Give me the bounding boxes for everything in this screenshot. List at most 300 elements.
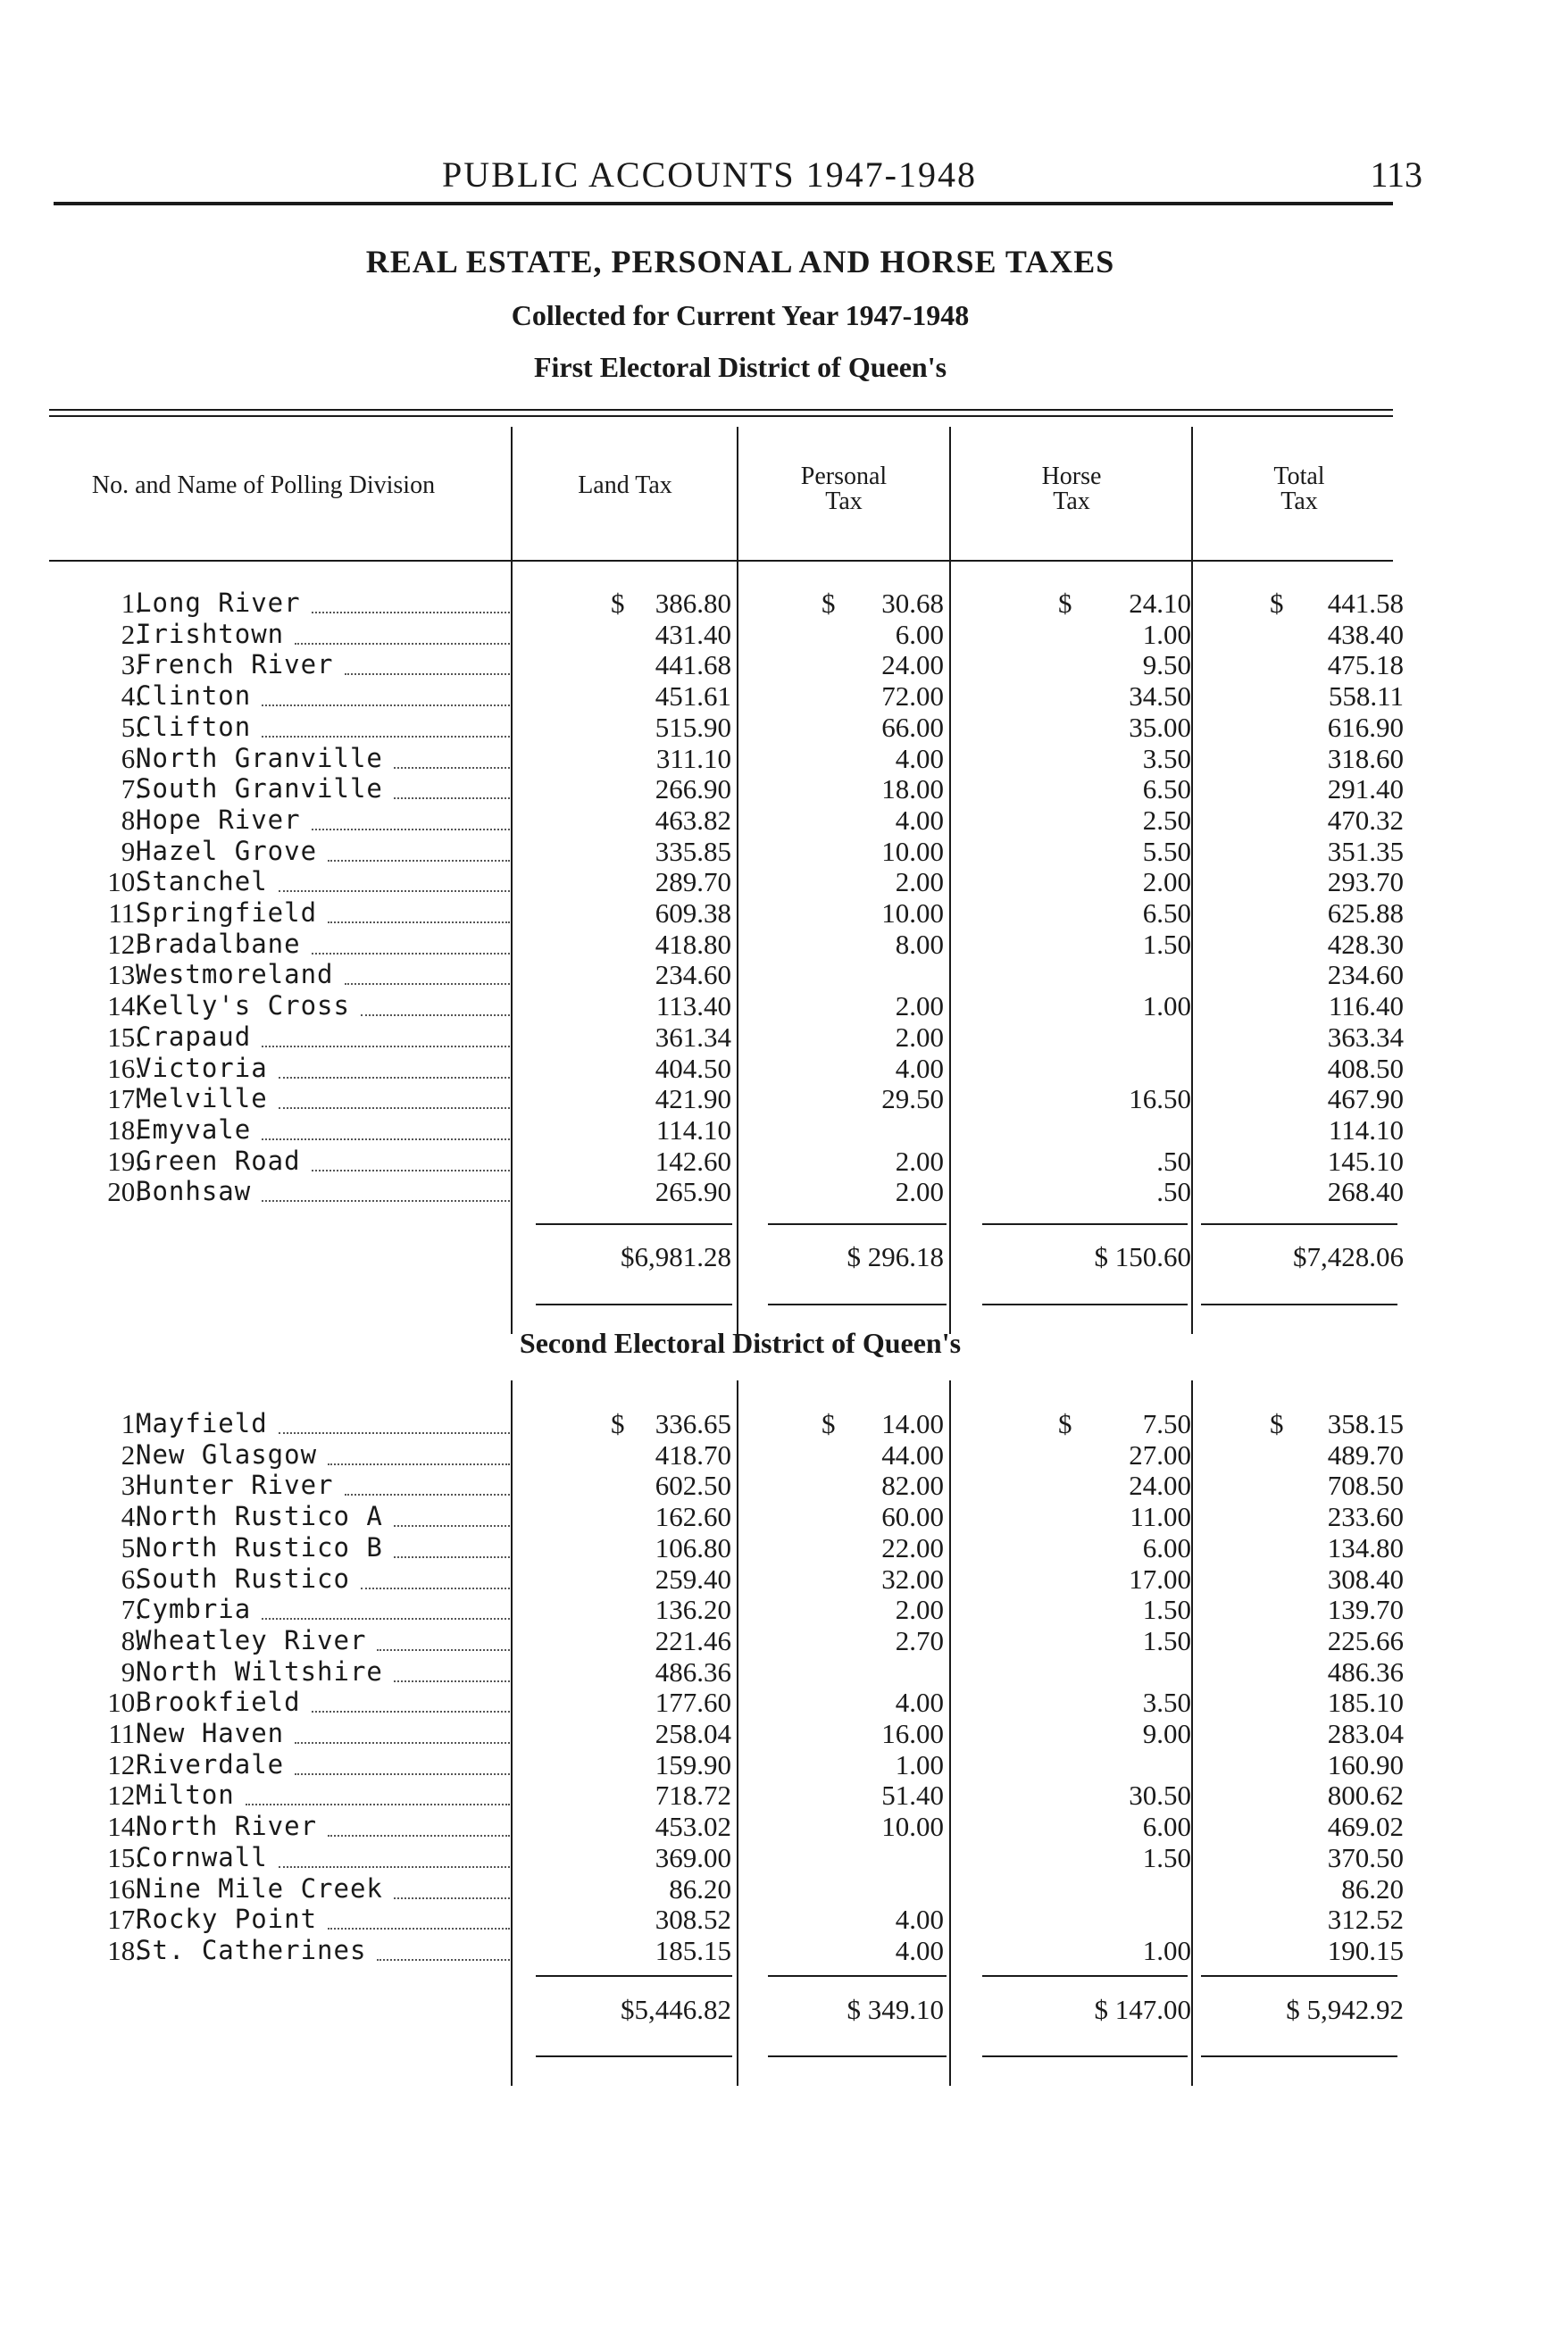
personal-tax-cell: 2.00 xyxy=(895,990,944,1022)
personal-tax-cell: 72.00 xyxy=(881,680,944,713)
total-tax-cell: 358.15 xyxy=(1327,1408,1404,1439)
total-tax-cell: 225.66 xyxy=(1327,1624,1404,1656)
division-number: 7. xyxy=(121,773,142,805)
total-tax-cell: 800.62 xyxy=(1327,1780,1404,1812)
land-tax-cell: 335.85 xyxy=(655,835,731,867)
leader-dots xyxy=(279,1866,510,1868)
division-number: 1. xyxy=(121,588,142,619)
table-row xyxy=(0,1780,1568,1811)
personal-tax-cell: 2.00 xyxy=(895,1594,944,1626)
table-row xyxy=(0,1408,1568,1439)
table-row xyxy=(0,1439,1568,1471)
table-row xyxy=(0,990,1568,1021)
leader-dots xyxy=(312,953,510,955)
total-rule xyxy=(536,2055,732,2057)
column-header-land: Land Tax xyxy=(578,471,672,499)
division-name: Hunter River xyxy=(136,1470,334,1501)
division-number: 9. xyxy=(121,1655,142,1688)
table-row xyxy=(0,680,1568,712)
dollar-sign: $ xyxy=(611,1408,625,1439)
leader-dots xyxy=(328,1463,510,1465)
total-rule xyxy=(982,1304,1188,1305)
running-title: PUBLIC ACCOUNTS 1947-1948 xyxy=(442,154,977,195)
total-tax-cell: 291.40 xyxy=(1327,773,1404,805)
leader-dots xyxy=(262,704,510,706)
leader-dots xyxy=(345,673,510,675)
total-tax-cell: 486.36 xyxy=(1327,1655,1404,1688)
leader-dots xyxy=(279,1107,510,1109)
division-name: Kelly's Cross xyxy=(136,990,350,1021)
division-name: Rocky Point xyxy=(136,1904,318,1935)
division-number: 14. xyxy=(107,990,142,1022)
division-name: Victoria xyxy=(136,1052,268,1083)
division-name: Milton xyxy=(136,1780,235,1811)
division-name: Hazel Grove xyxy=(136,835,318,866)
horse-tax-cell: 2.00 xyxy=(1142,866,1191,898)
column-header-total xyxy=(1197,464,1402,514)
land-tax-cell: 162.60 xyxy=(655,1501,731,1533)
land-tax-cell: 142.60 xyxy=(655,1145,731,1177)
leader-dots xyxy=(328,1928,510,1930)
total-tax-cell: 489.70 xyxy=(1327,1438,1404,1471)
total-tax-cell: 293.70 xyxy=(1327,866,1404,898)
personal-total-cell: $ 349.10 xyxy=(847,1994,944,2025)
division-name: New Haven xyxy=(136,1718,285,1748)
personal-tax-cell: 16.00 xyxy=(881,1718,944,1749)
leader-dots xyxy=(394,1897,510,1899)
page-subtitle: Collected for Current Year 1947-1948 xyxy=(511,299,970,331)
division-name: South Granville xyxy=(136,773,383,805)
total-tax-cell: 86.20 xyxy=(1341,1872,1404,1905)
division-name: Melville xyxy=(136,1083,268,1114)
total-tax-cell: 370.50 xyxy=(1327,1841,1404,1873)
division-number: 11. xyxy=(108,1718,142,1749)
subtotal-rule xyxy=(768,1975,947,1977)
table-row xyxy=(0,929,1568,960)
land-tax-cell: 159.90 xyxy=(655,1748,731,1780)
personal-tax-cell: 2.00 xyxy=(895,866,944,898)
horse-tax-cell: 1.50 xyxy=(1142,928,1191,960)
table-row xyxy=(0,1176,1568,1207)
total-tax-cell: 190.15 xyxy=(1327,1934,1404,1966)
table-row xyxy=(0,1718,1568,1749)
land-tax-cell: 259.40 xyxy=(655,1563,731,1595)
total-tax-cell: 308.40 xyxy=(1327,1563,1404,1595)
land-tax-cell: 136.20 xyxy=(655,1594,731,1626)
division-number: 12. xyxy=(107,1780,142,1812)
division-number: 17. xyxy=(107,1904,142,1936)
column-header-name: No. and Name of Polling Division xyxy=(91,471,436,499)
table-top-rule-2 xyxy=(49,415,1393,417)
personal-tax-cell: 2.70 xyxy=(895,1624,944,1656)
total-tax-cell: 145.10 xyxy=(1327,1145,1404,1177)
horse-tax-cell: 9.00 xyxy=(1142,1718,1191,1749)
table-row xyxy=(0,712,1568,743)
land-tax-cell: 609.38 xyxy=(655,897,731,929)
total-tax-cell: 438.40 xyxy=(1327,618,1404,650)
district-2-title: Second Electoral District of Queen's xyxy=(519,1327,962,1359)
totals-row xyxy=(0,1994,1568,2025)
division-number: 8. xyxy=(121,1624,142,1656)
column-header-personal xyxy=(741,464,947,514)
land-tax-cell: 234.60 xyxy=(655,959,731,991)
table-row xyxy=(0,1935,1568,1966)
land-tax-cell: 718.72 xyxy=(655,1780,731,1812)
horse-tax-cell: .50 xyxy=(1156,1145,1191,1177)
table-row xyxy=(0,1146,1568,1177)
table-row xyxy=(0,805,1568,836)
horse-tax-cell: 24.00 xyxy=(1129,1470,1191,1502)
leader-dots xyxy=(394,1525,510,1527)
district-1-title: First Electoral District of Queen's xyxy=(533,351,947,383)
horse-tax-cell: 1.00 xyxy=(1142,618,1191,650)
total-tax-cell: 616.90 xyxy=(1327,711,1404,743)
subtotal-rule xyxy=(536,1975,732,1977)
table-row xyxy=(0,866,1568,897)
personal-tax-cell: 4.00 xyxy=(895,742,944,774)
division-name: Nine Mile Creek xyxy=(136,1872,383,1904)
leader-dots xyxy=(328,1835,510,1837)
division-number: 15. xyxy=(107,1841,142,1873)
horse-tax-cell: 34.50 xyxy=(1129,680,1191,713)
table-row xyxy=(0,1625,1568,1656)
table-row xyxy=(0,1501,1568,1532)
land-tax-cell: 308.52 xyxy=(655,1904,731,1936)
total-tax-cell: 625.88 xyxy=(1327,897,1404,929)
personal-tax-cell: 82.00 xyxy=(881,1470,944,1502)
personal-tax-cell: 60.00 xyxy=(881,1501,944,1533)
column-header-horse xyxy=(955,464,1188,514)
column-header-row xyxy=(0,427,1568,561)
division-number: 18. xyxy=(107,1113,142,1146)
personal-tax-cell: 22.00 xyxy=(881,1531,944,1563)
horse-tax-cell: 30.50 xyxy=(1129,1780,1191,1812)
division-number: 17. xyxy=(107,1083,142,1115)
division-name: North River xyxy=(136,1811,318,1842)
land-tax-cell: 266.90 xyxy=(655,773,731,805)
division-number: 14. xyxy=(107,1811,142,1843)
leader-dots xyxy=(328,921,510,923)
total-rule xyxy=(1201,1304,1397,1305)
land-tax-cell: 258.04 xyxy=(655,1718,731,1749)
leader-dots xyxy=(394,1556,510,1558)
total-tax-cell: 114.10 xyxy=(1328,1113,1404,1146)
total-tax-cell: 467.90 xyxy=(1327,1083,1404,1115)
personal-tax-cell: 4.00 xyxy=(895,1052,944,1084)
total-rule xyxy=(768,1304,947,1305)
total-tax-cell: 312.52 xyxy=(1327,1904,1404,1936)
land-tax-cell: 113.40 xyxy=(655,990,731,1022)
total-tax-cell: 363.34 xyxy=(1327,1021,1404,1053)
leader-dots xyxy=(361,1588,510,1589)
division-number: 12. xyxy=(107,1748,142,1780)
horse-tax-cell: 6.00 xyxy=(1142,1811,1191,1843)
horse-tax-cell: 35.00 xyxy=(1129,711,1191,743)
leader-dots xyxy=(312,612,510,613)
division-number: 15. xyxy=(107,1021,142,1053)
division-number: 1. xyxy=(121,1408,142,1439)
page-number: 113 xyxy=(1370,154,1422,195)
division-number: 6. xyxy=(121,742,142,774)
personal-tax-cell: 30.68 xyxy=(881,588,944,619)
personal-tax-cell: 44.00 xyxy=(881,1438,944,1471)
division-name: Clinton xyxy=(136,680,252,712)
leader-dots xyxy=(295,1742,510,1744)
leader-dots xyxy=(262,1200,510,1202)
horse-tax-cell: 1.50 xyxy=(1142,1624,1191,1656)
horse-tax-cell: 3.50 xyxy=(1142,742,1191,774)
table-row xyxy=(0,1114,1568,1146)
horse-tax-cell: 24.10 xyxy=(1129,588,1191,619)
personal-tax-cell: 10.00 xyxy=(881,1811,944,1843)
table-row xyxy=(0,1873,1568,1905)
total-tax-cell: 268.40 xyxy=(1327,1176,1404,1208)
division-number: 11. xyxy=(108,897,142,929)
leader-dots xyxy=(361,1014,510,1016)
personal-tax-cell: 4.00 xyxy=(895,1687,944,1719)
horse-tax-cell: 11.00 xyxy=(1130,1501,1191,1533)
horse-tax-cell: 2.50 xyxy=(1142,804,1191,836)
personal-tax-cell: 14.00 xyxy=(881,1408,944,1439)
column-header-personal-line2: Tax xyxy=(825,488,863,515)
table-row xyxy=(0,1563,1568,1595)
division-name: Long River xyxy=(136,588,301,618)
division-number: 4. xyxy=(121,1501,142,1533)
land-tax-cell: 311.10 xyxy=(655,742,731,774)
total-tax-cell: 116.40 xyxy=(1328,990,1404,1022)
land-tax-cell: 451.61 xyxy=(655,680,731,713)
table-row xyxy=(0,1053,1568,1084)
total-rule xyxy=(982,2055,1188,2057)
total-tax-cell: 134.80 xyxy=(1327,1531,1404,1563)
land-tax-cell: 418.70 xyxy=(655,1438,731,1471)
table-row xyxy=(0,588,1568,619)
leader-dots xyxy=(312,1711,510,1713)
land-tax-cell: 404.50 xyxy=(655,1052,731,1084)
horse-total-cell: $ 147.00 xyxy=(1094,1994,1191,2025)
table-row xyxy=(0,1656,1568,1688)
division-number: 19. xyxy=(107,1145,142,1177)
land-tax-cell: 515.90 xyxy=(655,711,731,743)
total-tax-cell: 428.30 xyxy=(1327,928,1404,960)
division-name: Stanchel xyxy=(136,866,268,897)
personal-tax-cell: 10.00 xyxy=(881,835,944,867)
division-number: 9. xyxy=(121,835,142,867)
division-name: Emyvale xyxy=(136,1113,252,1145)
horse-tax-cell: .50 xyxy=(1156,1176,1191,1208)
subtotal-rule xyxy=(982,1223,1188,1225)
land-tax-cell: 106.80 xyxy=(655,1531,731,1563)
division-name: Hope River xyxy=(136,804,301,835)
total-tax-cell: 558.11 xyxy=(1328,680,1404,713)
personal-tax-cell: 4.00 xyxy=(895,1904,944,1936)
division-name: French River xyxy=(136,649,334,680)
table-top-rule xyxy=(49,409,1393,411)
dollar-sign: $ xyxy=(1058,588,1072,619)
leader-dots xyxy=(295,643,510,645)
table-row xyxy=(0,897,1568,929)
dollar-sign: $ xyxy=(611,588,625,619)
personal-tax-cell: 66.00 xyxy=(881,711,944,743)
division-number: 16. xyxy=(107,1872,142,1905)
division-name: Westmoreland xyxy=(136,959,334,990)
land-total-cell: $5,446.82 xyxy=(621,1994,731,2025)
division-number: 10. xyxy=(107,866,142,898)
total-tax-cell: 475.18 xyxy=(1327,649,1404,681)
division-name: Brookfield xyxy=(136,1687,301,1718)
table-row xyxy=(0,1470,1568,1501)
total-tax-cell: 351.35 xyxy=(1327,835,1404,867)
division-number: 18. xyxy=(107,1934,142,1966)
page-title: REAL ESTATE, PERSONAL AND HORSE TAXES xyxy=(365,244,1115,279)
division-name: Green Road xyxy=(136,1145,301,1176)
column-header-personal-line1: Personal xyxy=(800,463,888,490)
division-number: 6. xyxy=(121,1563,142,1595)
horse-tax-cell: 5.50 xyxy=(1142,835,1191,867)
leader-dots xyxy=(394,767,510,769)
personal-tax-cell: 18.00 xyxy=(881,773,944,805)
land-tax-cell: 441.68 xyxy=(655,649,731,681)
total-total-cell: $7,428.06 xyxy=(1293,1241,1404,1272)
land-tax-cell: 185.15 xyxy=(655,1934,731,1966)
table-row xyxy=(0,1749,1568,1780)
division-number: 5. xyxy=(121,711,142,743)
table-row xyxy=(0,1687,1568,1718)
division-name: Mayfield xyxy=(136,1408,268,1438)
personal-tax-cell: 2.00 xyxy=(895,1145,944,1177)
personal-tax-cell: 29.50 xyxy=(881,1083,944,1115)
land-tax-cell: 114.10 xyxy=(655,1113,731,1146)
land-tax-cell: 221.46 xyxy=(655,1624,731,1656)
table-row xyxy=(0,1594,1568,1625)
division-name: North Rustico B xyxy=(136,1531,383,1563)
leader-dots xyxy=(262,736,510,738)
division-name: Bonhsaw xyxy=(136,1176,252,1207)
column-header-horse-line2: Tax xyxy=(1053,488,1090,515)
leader-dots xyxy=(295,1773,510,1775)
column-header-total-line1: Total xyxy=(1273,463,1325,490)
division-number: 4. xyxy=(121,680,142,713)
running-head xyxy=(0,154,1568,207)
leader-dots xyxy=(279,1432,510,1434)
division-number: 12. xyxy=(107,928,142,960)
division-name: Bradalbane xyxy=(136,928,301,959)
table-row xyxy=(0,836,1568,867)
table-row xyxy=(0,1083,1568,1114)
division-name: South Rustico xyxy=(136,1563,350,1594)
table-row xyxy=(0,1811,1568,1842)
leader-dots xyxy=(345,983,510,985)
horse-total-cell: $ 150.60 xyxy=(1094,1241,1191,1272)
horse-tax-cell: 3.50 xyxy=(1142,1687,1191,1719)
division-number: 3. xyxy=(121,649,142,681)
total-tax-cell: 408.50 xyxy=(1327,1052,1404,1084)
leader-dots xyxy=(312,1170,510,1171)
column-header-total-line2: Tax xyxy=(1280,488,1318,515)
header-rule xyxy=(54,202,1393,205)
total-tax-cell: 470.32 xyxy=(1327,804,1404,836)
leader-dots xyxy=(394,1680,510,1682)
division-name: Clifton xyxy=(136,711,252,742)
table-row xyxy=(0,619,1568,650)
leader-dots xyxy=(328,860,510,862)
division-name: North Rustico A xyxy=(136,1501,383,1532)
horse-tax-cell: 7.50 xyxy=(1142,1408,1191,1439)
leader-dots xyxy=(246,1804,510,1805)
leader-dots xyxy=(279,1077,510,1079)
division-name: New Glasgow xyxy=(136,1438,318,1470)
personal-tax-cell: 1.00 xyxy=(895,1748,944,1780)
subtotal-rule xyxy=(536,1223,732,1225)
subtotal-rule xyxy=(982,1975,1188,1977)
dollar-sign: $ xyxy=(822,588,836,619)
division-number: 20. xyxy=(107,1176,142,1208)
division-name: Wheatley River xyxy=(136,1624,367,1655)
horse-tax-cell: 27.00 xyxy=(1129,1438,1191,1471)
division-name: St. Catherines xyxy=(136,1934,367,1965)
personal-total-cell: $ 296.18 xyxy=(847,1241,944,1272)
division-name: Springfield xyxy=(136,897,318,928)
division-name: Cymbria xyxy=(136,1594,252,1625)
division-number: 5. xyxy=(121,1531,142,1563)
land-tax-cell: 265.90 xyxy=(655,1176,731,1208)
personal-tax-cell: 4.00 xyxy=(895,804,944,836)
division-name: Crapaud xyxy=(136,1021,252,1052)
land-tax-cell: 289.70 xyxy=(655,866,731,898)
horse-tax-cell: 16.50 xyxy=(1129,1083,1191,1115)
subtotal-rule xyxy=(768,1223,947,1225)
leader-dots xyxy=(262,1046,510,1047)
personal-tax-cell: 10.00 xyxy=(881,897,944,929)
division-number: 8. xyxy=(121,804,142,836)
total-tax-cell: 233.60 xyxy=(1327,1501,1404,1533)
land-tax-cell: 486.36 xyxy=(655,1655,731,1688)
horse-tax-cell: 6.50 xyxy=(1142,897,1191,929)
table-row xyxy=(0,1021,1568,1053)
total-tax-cell: 139.70 xyxy=(1327,1594,1404,1626)
land-tax-cell: 431.40 xyxy=(655,618,731,650)
leader-dots xyxy=(394,797,510,799)
total-tax-cell: 469.02 xyxy=(1327,1811,1404,1843)
total-total-cell: $ 5,942.92 xyxy=(1286,1994,1404,2025)
land-tax-cell: 361.34 xyxy=(655,1021,731,1053)
division-number: 3. xyxy=(121,1470,142,1502)
division-number: 7. xyxy=(121,1594,142,1626)
personal-tax-cell: 32.00 xyxy=(881,1563,944,1595)
horse-tax-cell: 9.50 xyxy=(1142,649,1191,681)
division-name: North Wiltshire xyxy=(136,1655,383,1687)
table-row xyxy=(0,649,1568,680)
total-rule xyxy=(768,2055,947,2057)
personal-tax-cell: 24.00 xyxy=(881,649,944,681)
table-row xyxy=(0,959,1568,990)
horse-tax-cell: 6.50 xyxy=(1142,773,1191,805)
table-row xyxy=(0,773,1568,805)
totals-row xyxy=(0,1241,1568,1272)
land-tax-cell: 602.50 xyxy=(655,1470,731,1502)
total-tax-cell: 234.60 xyxy=(1327,959,1404,991)
land-total-cell: $6,981.28 xyxy=(621,1241,731,1272)
personal-tax-cell: 8.00 xyxy=(895,928,944,960)
leader-dots xyxy=(279,890,510,892)
table-row xyxy=(0,743,1568,774)
table-row xyxy=(0,1904,1568,1935)
column-header-horse-line1: Horse xyxy=(1041,463,1102,490)
leader-dots xyxy=(377,1959,510,1961)
horse-tax-cell: 6.00 xyxy=(1142,1531,1191,1563)
horse-tax-cell: 1.00 xyxy=(1142,1934,1191,1966)
land-tax-cell: 463.82 xyxy=(655,804,731,836)
